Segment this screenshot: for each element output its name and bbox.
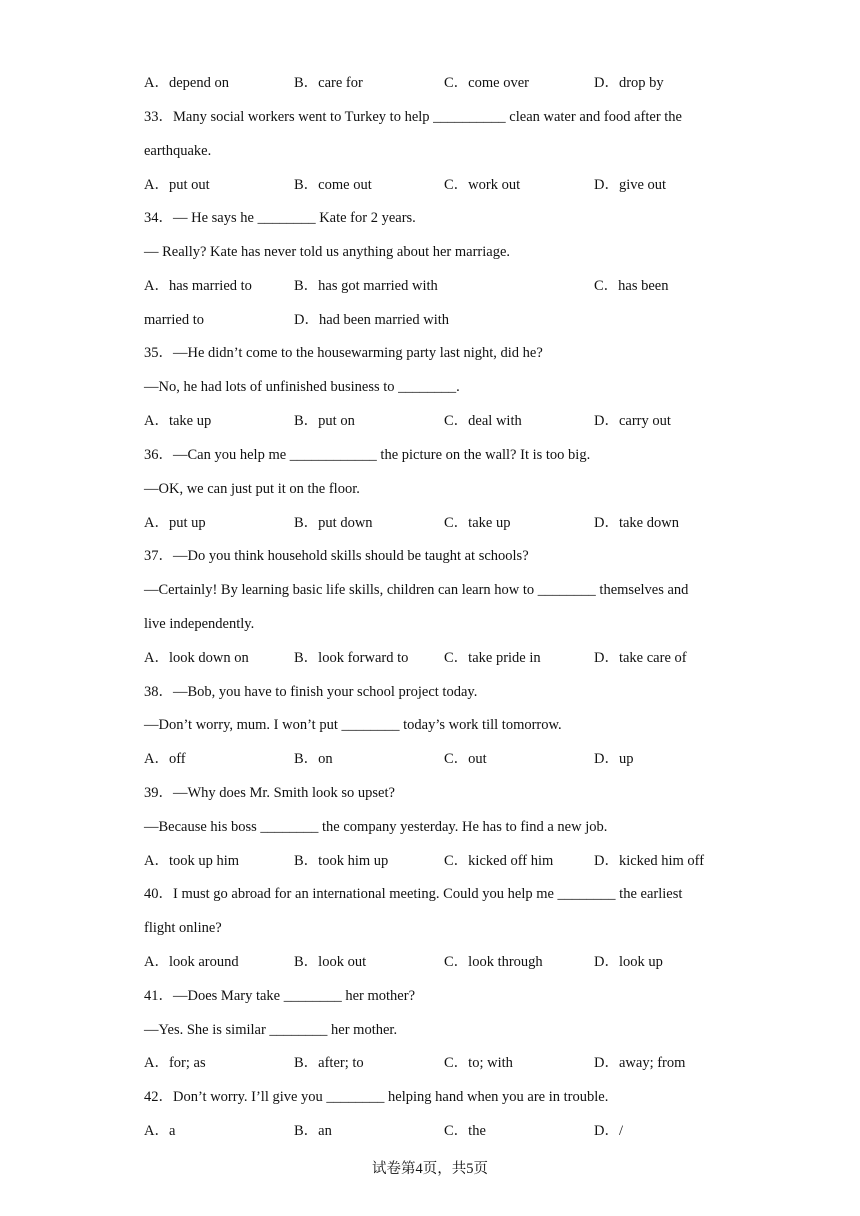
q32-option-b: B．care for [294, 75, 363, 91]
q39-option-d: D．kicked him off [594, 853, 705, 869]
q33-stem-cont: earthquake. [144, 143, 212, 159]
q35-option-b: B．put on [294, 413, 355, 429]
q34-option-c-cont: married to [144, 312, 204, 328]
q38-option-c: C．out [444, 751, 487, 767]
q34-stem-cont: — Really? Kate has never told us anything about her marriage. [144, 244, 511, 260]
q38-stem-cont: —Don’t worry, mum. I won’t put ________ today’s work till tomorrow. [144, 717, 562, 733]
q42-stem: 42．Don’t worry. I’ll give you ________ helping hand when you are in trouble. [144, 1089, 609, 1105]
q39-stem-cont: —Because his boss ________ the company yesterday. He has to find a new job. [144, 819, 608, 835]
q39-option-b: B．took him up [294, 853, 389, 869]
q42-option-a: A．a [144, 1123, 176, 1139]
q36-stem-cont: —OK, we can just put it on the floor. [144, 481, 360, 497]
q36-option-b: B．put down [294, 515, 373, 531]
q38-option-a: A．off [144, 751, 186, 767]
q37-option-b: B．look forward to [294, 650, 409, 666]
q36-option-c: C．take up [444, 515, 511, 531]
q35-stem: 35．—He didn’t come to the housewarming party last night, did he? [144, 345, 543, 361]
q37-option-d: D．take care of [594, 650, 687, 666]
q38-option-d: D．up [594, 751, 634, 767]
q36-stem: 36．—Can you help me ____________ the picture on the wall? It is too big. [144, 447, 591, 463]
q34-option-b: B．has got married with [294, 278, 438, 294]
q38-stem: 38．—Bob, you have to finish your school project today. [144, 684, 478, 700]
q34-option-a: A．has married to [144, 278, 252, 294]
q37-option-a: A．look down on [144, 650, 249, 666]
q34-option-c: C．has been [594, 278, 669, 294]
q40-option-d: D．look up [594, 954, 663, 970]
q34-option-d: D．had been married with [294, 312, 450, 328]
q32-option-a: A．depend on [144, 75, 229, 91]
q34-stem: 34．— He says he ________ Kate for 2 years. [144, 210, 416, 226]
q32-option-c: C．come over [444, 75, 529, 91]
q37-option-c: C．take pride in [444, 650, 541, 666]
q42-option-d: D．/ [594, 1123, 623, 1139]
q40-stem-cont: flight online? [144, 920, 222, 936]
q33-option-b: B．come out [294, 177, 372, 193]
q40-stem: 40．I must go abroad for an international meeting. Could you help me ________ the earliest [144, 886, 683, 902]
q35-stem-cont: —No, he had lots of unfinished business to ________. [144, 379, 460, 395]
q41-stem-cont: —Yes. She is similar ________ her mother. [144, 1022, 398, 1038]
q37-stem-cont2: live independently. [144, 616, 255, 632]
q38-option-b: B．on [294, 751, 333, 767]
q39-option-a: A．took up him [144, 853, 240, 869]
q33-option-d: D．give out [594, 177, 667, 193]
q39-option-c: C．kicked off him [444, 853, 554, 869]
q37-stem-cont: —Certainly! By learning basic life skills, children can learn how to ________ themselves and [144, 582, 689, 598]
q40-option-a: A．look around [144, 954, 239, 970]
q37-stem: 37．—Do you think household skills should be taught at schools? [144, 548, 529, 564]
q35-option-a: A．take up [144, 413, 212, 429]
q35-option-d: D．carry out [594, 413, 671, 429]
q33-stem: 33．Many social workers went to Turkey to help __________ clean water and food after the [144, 109, 682, 125]
q42-option-c: C．the [444, 1123, 486, 1139]
q35-option-c: C．deal with [444, 413, 522, 429]
q41-option-b: B．after; to [294, 1055, 364, 1071]
page-footer: 试卷第4页，共5页 [372, 1161, 488, 1177]
q39-stem: 39．—Why does Mr. Smith look so upset? [144, 785, 395, 801]
q42-option-b: B．an [294, 1123, 332, 1139]
q36-option-a: A．put up [144, 515, 206, 531]
q41-option-c: C．to; with [444, 1055, 513, 1071]
q33-option-c: C．work out [444, 177, 521, 193]
q32-option-d: D．drop by [594, 75, 664, 91]
q41-option-d: D．away; from [594, 1055, 686, 1071]
q40-option-b: B．look out [294, 954, 367, 970]
q41-stem: 41．—Does Mary take ________ her mother? [144, 988, 416, 1004]
q33-option-a: A．put out [144, 177, 210, 193]
q41-option-a: A．for; as [144, 1055, 206, 1071]
q36-option-d: D．take down [594, 515, 679, 531]
q40-option-c: C．look through [444, 954, 543, 970]
